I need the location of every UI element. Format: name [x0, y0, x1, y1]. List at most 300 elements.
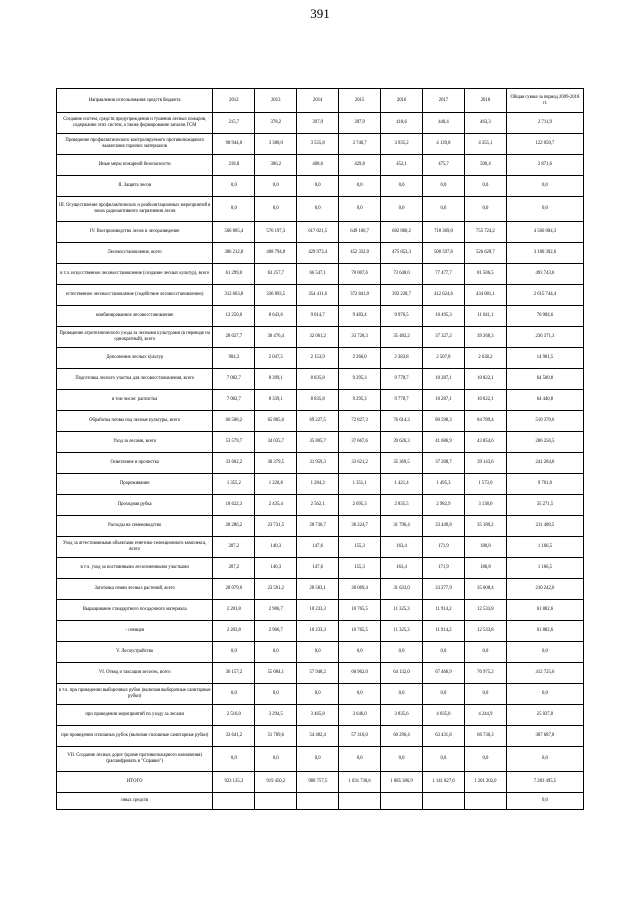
value-cell: 11 325,3 — [381, 621, 423, 642]
value-cell: 54 482,4 — [297, 726, 339, 747]
table-header-row — [57, 89, 584, 113]
value-cell: 1 201 202,0 — [464, 772, 506, 793]
budget-table — [56, 88, 584, 810]
value-cell — [213, 793, 255, 810]
value-cell: 0,0 — [297, 197, 339, 222]
value-cell: 0,0 — [297, 642, 339, 663]
row-label-cell: IV. Воспроизводство лесов и лесоразведение — [57, 222, 213, 243]
value-cell: 28 079,0 — [213, 579, 255, 600]
value-cell: 475,7 — [423, 155, 465, 176]
value-cell: 386,2 — [255, 155, 297, 176]
value-cell: 41 686,9 — [423, 432, 465, 453]
value-cell: 3 646,0 — [339, 705, 381, 726]
value-cell: 57 948,2 — [297, 663, 339, 684]
value-cell: 463,3 — [464, 113, 506, 134]
value-cell: 140,3 — [255, 558, 297, 579]
value-cell: 36 157,2 — [213, 663, 255, 684]
row-label-cell: в т.ч. уход за постоянными лесосеменными участками — [57, 558, 213, 579]
value-cell: 11 325,3 — [381, 600, 423, 621]
value-cell: 2 638,2 — [464, 348, 506, 369]
table-row — [57, 348, 584, 369]
header-direction: Направления использования средств бюджета — [57, 89, 213, 113]
value-cell: 10 765,5 — [339, 600, 381, 621]
total-cell: 1 166,5 — [506, 537, 583, 558]
value-cell: 8 835,8 — [297, 369, 339, 390]
table-row — [57, 390, 584, 411]
value-cell: 0,0 — [255, 747, 297, 772]
value-cell: 9 976,5 — [381, 306, 423, 327]
value-cell: 2 266,0 — [339, 348, 381, 369]
value-cell: 0,0 — [339, 642, 381, 663]
value-cell: 0,0 — [381, 684, 423, 705]
value-cell: 2 507,8 — [423, 348, 465, 369]
total-cell: 122 050,7 — [506, 134, 583, 155]
table-row — [57, 243, 584, 264]
table-row — [57, 705, 584, 726]
row-label-cell: II. Защита лесов — [57, 176, 213, 197]
value-cell — [297, 793, 339, 810]
total-cell: 0,0 — [506, 747, 583, 772]
value-cell: 0,0 — [339, 747, 381, 772]
value-cell: 452,1 — [381, 155, 423, 176]
value-cell: 60 296,4 — [381, 726, 423, 747]
total-cell: 35 271,5 — [506, 495, 583, 516]
value-cell: 140,3 — [255, 537, 297, 558]
table-row — [57, 495, 584, 516]
value-cell: 30 379,5 — [255, 453, 297, 474]
value-cell: 2 835,5 — [381, 495, 423, 516]
value-cell: 70 975,2 — [464, 663, 506, 684]
value-cell: 51 789,6 — [255, 726, 297, 747]
total-cell: 0,0 — [506, 684, 583, 705]
table-row — [57, 747, 584, 772]
value-cell: 9 778,7 — [381, 390, 423, 411]
row-label-cell: при проведении мероприятий по уходу за лесами — [57, 705, 213, 726]
total-cell: 286 256,5 — [506, 432, 583, 453]
value-cell: 2 203,8 — [213, 621, 255, 642]
total-cell: 64 500,8 — [506, 369, 583, 390]
value-cell: 0,0 — [297, 684, 339, 705]
value-cell: 1 421,4 — [381, 474, 423, 495]
row-label-cell: Уход за аттестованными объектами генетико-селекционного комплекса, всего — [57, 537, 213, 558]
value-cell: 218,8 — [213, 155, 255, 176]
total-cell: 210 242,0 — [506, 579, 583, 600]
value-cell: 66 730,3 — [464, 726, 506, 747]
value-cell: 312 663,8 — [213, 285, 255, 306]
value-cell: 923 135,3 — [213, 772, 255, 793]
value-cell: 617 021,5 — [297, 222, 339, 243]
value-cell: 12 533,8 — [464, 600, 506, 621]
row-label-cell: Прореживание — [57, 474, 213, 495]
value-cell: 2 982,9 — [423, 495, 465, 516]
value-cell: 418,6 — [381, 113, 423, 134]
value-cell: 412 624,6 — [423, 285, 465, 306]
row-label-cell: Уход за лесами, всего — [57, 432, 213, 453]
table-row — [57, 579, 584, 600]
header-2013: 2013 — [255, 89, 297, 113]
value-cell: 98 944,0 — [213, 134, 255, 155]
value-cell — [339, 793, 381, 810]
total-cell: 61 882,6 — [506, 621, 583, 642]
total-cell: 412 725,6 — [506, 663, 583, 684]
value-cell: 33 728,3 — [339, 327, 381, 348]
header-2018: 2018 — [464, 89, 506, 113]
total-cell: 3 180 392,6 — [506, 243, 583, 264]
value-cell: 30 069,4 — [339, 579, 381, 600]
value-cell: 39 143,6 — [464, 453, 506, 474]
table-row — [57, 663, 584, 684]
value-cell: 80 598,3 — [423, 411, 465, 432]
value-cell: 429,8 — [339, 155, 381, 176]
value-cell: 9 295,3 — [339, 369, 381, 390]
value-cell: 35 189,2 — [464, 516, 506, 537]
value-cell: 0,0 — [255, 176, 297, 197]
value-cell: 0,0 — [213, 747, 255, 772]
table-row — [57, 453, 584, 474]
row-label-cell: Проведение профилактического контролируемого противопожарного выжигания горючих материалов — [57, 134, 213, 155]
value-cell: 171,9 — [423, 537, 465, 558]
value-cell: 37 208,7 — [423, 453, 465, 474]
row-label-cell: Обработка почвы под лесные культуры, всего — [57, 411, 213, 432]
value-cell: 3 935,2 — [381, 134, 423, 155]
value-cell: 43 854,6 — [464, 432, 506, 453]
table-row — [57, 285, 584, 306]
value-cell: 10 822,1 — [464, 369, 506, 390]
value-cell: 4 355,1 — [464, 134, 506, 155]
value-cell: 0,0 — [339, 176, 381, 197]
value-cell: 147,6 — [297, 537, 339, 558]
value-cell: 207,2 — [213, 558, 255, 579]
value-cell: 8 339,1 — [255, 390, 297, 411]
value-cell: 7 082,7 — [213, 369, 255, 390]
value-cell: 408 794,8 — [255, 243, 297, 264]
total-cell: 0,0 — [506, 642, 583, 663]
row-label-cell: при проведении сплошных рубок (включая сплошные санитарные рубки) — [57, 726, 213, 747]
value-cell — [423, 793, 465, 810]
row-label-cell: в т.ч. при проведении выборочных рубок (включая выборочные санитарные рубки) — [57, 684, 213, 705]
row-label-cell: естественное лесовосстановление (содействие лесовосстановлению) — [57, 285, 213, 306]
value-cell: 10 287,1 — [423, 390, 465, 411]
value-cell: 39 626,3 — [381, 432, 423, 453]
value-cell: 0,0 — [213, 176, 255, 197]
value-cell: 9 483,4 — [339, 306, 381, 327]
value-cell: 63 257,7 — [255, 264, 297, 285]
row-label-cell: V. Лесоустройство — [57, 642, 213, 663]
value-cell: 336 893,5 — [255, 285, 297, 306]
value-cell: 397,9 — [297, 113, 339, 134]
value-cell: 67 466,9 — [423, 663, 465, 684]
table-row — [57, 621, 584, 642]
value-cell: 392 228,7 — [381, 285, 423, 306]
value-cell: 4 244,9 — [464, 705, 506, 726]
value-cell: 35 008,4 — [464, 579, 506, 600]
total-cell: 25 037,8 — [506, 705, 583, 726]
header-2015: 2015 — [339, 89, 381, 113]
value-cell: 1 355,2 — [213, 474, 255, 495]
value-cell: 566 805,4 — [213, 222, 255, 243]
value-cell: 215,7 — [213, 113, 255, 134]
value-cell: 0,0 — [339, 684, 381, 705]
value-cell: 31 959,3 — [297, 453, 339, 474]
value-cell: 76 614,3 — [381, 411, 423, 432]
value-cell: 28 730,7 — [297, 516, 339, 537]
table-row — [57, 411, 584, 432]
value-cell: 147,6 — [297, 558, 339, 579]
total-cell: 387 687,8 — [506, 726, 583, 747]
value-cell: 1 220,8 — [255, 474, 297, 495]
value-cell: 0,0 — [423, 747, 465, 772]
value-cell — [464, 793, 506, 810]
value-cell: 500,4 — [464, 155, 506, 176]
value-cell: 163,4 — [381, 537, 423, 558]
value-cell: 30 224,7 — [339, 516, 381, 537]
value-cell: 378,2 — [255, 113, 297, 134]
value-cell: 3 740,7 — [339, 134, 381, 155]
value-cell: 180,8 — [464, 537, 506, 558]
value-cell: 35 482,2 — [381, 327, 423, 348]
table-row — [57, 772, 584, 793]
value-cell: 0,0 — [464, 642, 506, 663]
value-cell: 35 805,7 — [297, 432, 339, 453]
value-cell: 0,0 — [213, 684, 255, 705]
value-cell: 30 476,4 — [255, 327, 297, 348]
value-cell: 649 106,7 — [339, 222, 381, 243]
value-cell: 11 041,1 — [464, 306, 506, 327]
value-cell: 8 835,8 — [297, 390, 339, 411]
value-cell: 434 081,1 — [464, 285, 506, 306]
total-cell: 7 283 495,5 — [506, 772, 583, 793]
value-cell: 576 197,3 — [255, 222, 297, 243]
value-cell: 65 805,6 — [255, 411, 297, 432]
value-cell: 0,0 — [381, 197, 423, 222]
header-2012: 2012 — [213, 89, 255, 113]
value-cell: 33 449,8 — [423, 516, 465, 537]
table-row — [57, 113, 584, 134]
value-cell: 2 906,7 — [255, 600, 297, 621]
value-cell: 155,3 — [339, 558, 381, 579]
value-cell: 2 695,3 — [339, 495, 381, 516]
row-label-cell: Расходы на семеноводство — [57, 516, 213, 537]
row-label-cell: Заготовка семян лесных растений, всего — [57, 579, 213, 600]
row-label-cell: Проходная рубка — [57, 495, 213, 516]
value-cell: 10 287,1 — [423, 369, 465, 390]
value-cell: 2 153,9 — [297, 348, 339, 369]
value-cell: 3 465,8 — [297, 705, 339, 726]
value-cell: 354 411,6 — [297, 285, 339, 306]
value-cell: 2 906,7 — [255, 621, 297, 642]
value-cell: 0,0 — [213, 642, 255, 663]
value-cell: 1 573,0 — [464, 474, 506, 495]
value-cell: 55 084,1 — [255, 663, 297, 684]
value-cell: 475 853,3 — [381, 243, 423, 264]
value-cell: 0,0 — [255, 642, 297, 663]
value-cell: 718 369,0 — [423, 222, 465, 243]
table-row — [57, 327, 584, 348]
value-cell: 3 380,0 — [255, 134, 297, 155]
value-cell: 1 141 827,0 — [423, 772, 465, 793]
value-cell: 682 860,2 — [381, 222, 423, 243]
value-cell: 904,3 — [213, 348, 255, 369]
row-label-cell: Иные меры пожарной безопасности — [57, 155, 213, 176]
value-cell: 77 477,7 — [423, 264, 465, 285]
value-cell: 33 641,2 — [213, 726, 255, 747]
value-cell: 3 294,5 — [255, 705, 297, 726]
total-cell: 2 711,9 — [506, 113, 583, 134]
value-cell: 31 796,4 — [381, 516, 423, 537]
value-cell: 7 082,7 — [213, 390, 255, 411]
value-cell: 33 277,9 — [423, 579, 465, 600]
value-cell: 18 622,3 — [213, 495, 255, 516]
value-cell: 2 435,4 — [255, 495, 297, 516]
value-cell: 0,0 — [297, 176, 339, 197]
total-cell: 1 166,5 — [506, 558, 583, 579]
value-cell: 9 014,7 — [297, 306, 339, 327]
value-cell: 408,6 — [297, 155, 339, 176]
value-cell: 28 286,2 — [213, 516, 255, 537]
value-cell: 0,0 — [464, 176, 506, 197]
total-cell: 61 882,6 — [506, 600, 583, 621]
total-cell: 236 371,3 — [506, 327, 583, 348]
value-cell: 8 643,6 — [255, 306, 297, 327]
header-2017: 2017 — [423, 89, 465, 113]
table-row — [57, 369, 584, 390]
row-label-cell: Дополнение лесных культур — [57, 348, 213, 369]
value-cell: 526 628,7 — [464, 243, 506, 264]
value-cell: 10 822,1 — [464, 390, 506, 411]
value-cell: 452 332,0 — [339, 243, 381, 264]
value-cell: 8 399,1 — [255, 369, 297, 390]
table-row — [57, 684, 584, 705]
value-cell: 11 914,2 — [423, 621, 465, 642]
value-cell: 64 132,0 — [381, 663, 423, 684]
total-cell: 0,0 — [506, 176, 583, 197]
value-cell: 37 667,6 — [339, 432, 381, 453]
value-cell: 2 516,0 — [213, 705, 255, 726]
value-cell: 0,0 — [255, 197, 297, 222]
total-cell: 0,0 — [506, 793, 583, 810]
value-cell: 1 031 736,6 — [339, 772, 381, 793]
value-cell: 23 591,2 — [255, 579, 297, 600]
total-cell: 211 408,5 — [506, 516, 583, 537]
row-label-cell: Подготовка лесного участка для лесовосстановления, всего — [57, 369, 213, 390]
table-row — [57, 432, 584, 453]
value-cell: 1 495,3 — [423, 474, 465, 495]
total-cell: 14 901,5 — [506, 348, 583, 369]
header-2014: 2014 — [297, 89, 339, 113]
row-label-cell: VI. Отвод и таксация лесосек, всего — [57, 663, 213, 684]
value-cell: 372 841,0 — [339, 285, 381, 306]
row-label-cell: - сеянцев — [57, 621, 213, 642]
value-cell: 9 778,7 — [381, 369, 423, 390]
value-cell: 0,0 — [464, 747, 506, 772]
value-cell: 12 250,0 — [213, 306, 255, 327]
value-cell: 60 962,0 — [339, 663, 381, 684]
row-label-cell: Лесовосстановление, всего — [57, 243, 213, 264]
header-total: Общая сумма за период 2009-2018 гг. — [506, 89, 583, 113]
value-cell: 61 299,0 — [213, 264, 255, 285]
row-label-cell: иных средств — [57, 793, 213, 810]
table-row — [57, 155, 584, 176]
total-cell: 4 566 084,3 — [506, 222, 583, 243]
table-row — [57, 558, 584, 579]
value-cell: 919 450,2 — [255, 772, 297, 793]
value-cell: 35 369,5 — [381, 453, 423, 474]
value-cell: 63 431,8 — [423, 726, 465, 747]
value-cell: 32 061,2 — [297, 327, 339, 348]
value-cell: 440,4 — [423, 113, 465, 134]
value-cell: 0,0 — [381, 642, 423, 663]
total-cell: 0,0 — [506, 197, 583, 222]
value-cell: 0,0 — [255, 684, 297, 705]
value-cell: 0,0 — [464, 684, 506, 705]
row-label-cell: VII. Создание лесных дорог (кроме противопожарного назначения) (расшифровать в "Справке") — [57, 747, 213, 772]
value-cell: 4 139,8 — [423, 134, 465, 155]
value-cell: 171,9 — [423, 558, 465, 579]
value-cell: 397,9 — [339, 113, 381, 134]
total-cell: 2 871,6 — [506, 155, 583, 176]
value-cell: 0,0 — [381, 176, 423, 197]
row-label-cell: Выращивание стандартного посадочного материала — [57, 600, 213, 621]
row-label-cell: ИТОГО — [57, 772, 213, 793]
table-row — [57, 197, 584, 222]
value-cell: 57 316,0 — [339, 726, 381, 747]
total-cell: 510 370,6 — [506, 411, 583, 432]
value-cell: 28 027,7 — [213, 327, 255, 348]
value-cell: 11 914,2 — [423, 600, 465, 621]
value-cell: 0,0 — [423, 642, 465, 663]
value-cell: 180,8 — [464, 558, 506, 579]
value-cell: 0,0 — [423, 197, 465, 222]
value-cell: 34 035,7 — [255, 432, 297, 453]
total-cell: 9 701,0 — [506, 474, 583, 495]
row-label-cell: Проведение агротехнического ухода за лесными культурами (в переводе на однократный), всего — [57, 327, 213, 348]
value-cell: 755 724,2 — [464, 222, 506, 243]
table-row — [57, 264, 584, 285]
value-cell: 33 602,2 — [213, 453, 255, 474]
value-cell: 3 835,6 — [381, 705, 423, 726]
value-cell: 0,0 — [381, 747, 423, 772]
value-cell: 10 233,3 — [297, 600, 339, 621]
value-cell: 31 633,0 — [381, 579, 423, 600]
header-2016: 2016 — [381, 89, 423, 113]
value-cell: 84 789,4 — [464, 411, 506, 432]
table-body — [57, 113, 584, 810]
value-cell: 980 757,5 — [297, 772, 339, 793]
table-row — [57, 642, 584, 663]
table-row — [57, 793, 584, 810]
value-cell: 207,2 — [213, 537, 255, 558]
value-cell: 37 327,2 — [423, 327, 465, 348]
value-cell: 10 765,5 — [339, 621, 381, 642]
value-cell: 4 035,0 — [423, 705, 465, 726]
total-cell: 70 904,6 — [506, 306, 583, 327]
value-cell: 0,0 — [213, 197, 255, 222]
value-cell: 0,0 — [339, 197, 381, 222]
table-row — [57, 474, 584, 495]
value-cell: 2 047,5 — [255, 348, 297, 369]
row-label-cell: в т.ч. искусственное лесовосстановление (создание лесных культур), всего — [57, 264, 213, 285]
value-cell: 500 597,6 — [423, 243, 465, 264]
value-cell: 1 351,1 — [339, 474, 381, 495]
value-cell: 0,0 — [297, 747, 339, 772]
total-cell: 2 615 744,4 — [506, 285, 583, 306]
value-cell: 0,0 — [423, 684, 465, 705]
value-cell: 60 508,2 — [213, 411, 255, 432]
table-row — [57, 726, 584, 747]
value-cell: 66 547,1 — [297, 264, 339, 285]
value-cell: 0,0 — [464, 197, 506, 222]
total-cell: 64 440,8 — [506, 390, 583, 411]
